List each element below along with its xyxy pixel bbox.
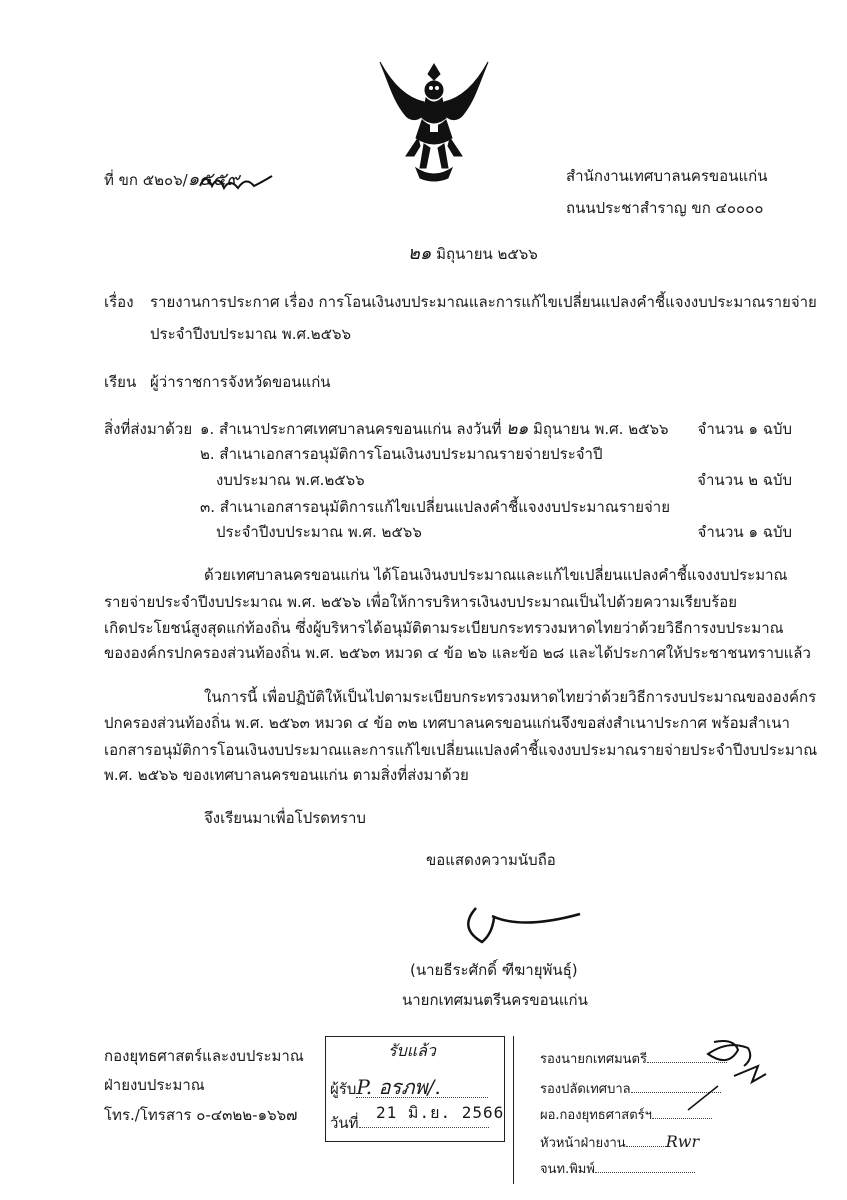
enclosure-3-count: จำนวน ๑ ฉบับ bbox=[697, 523, 792, 541]
routing-box bbox=[513, 1036, 786, 1184]
subject-label: เรื่อง bbox=[104, 293, 134, 311]
signature bbox=[456, 898, 586, 948]
routing-scribbles bbox=[674, 1036, 784, 1136]
signer-title: นายกเทศมนตรีนครขอนแก่น bbox=[402, 991, 588, 1009]
routing-row: รองปลัดเทศบาล bbox=[540, 1080, 721, 1100]
footer-department: กองยุทธศาสตร์และงบประมาณ bbox=[104, 1047, 304, 1065]
letter-date: ๒๑ มิถุนายน ๒๕๖๖ bbox=[408, 243, 538, 264]
signer-name: (นายธีระศักดิ์ ฑีฆายุพันธุ์) bbox=[410, 961, 578, 979]
routing-row: จนท.พิมพ์ bbox=[540, 1160, 695, 1180]
enclosure-3-line-1: ๓. สำเนาเอกสารอนุมัติการแก้ไขเปลี่ยนแปลงคำชี้แจงงบประมาณรายจ่าย bbox=[200, 498, 671, 516]
to-value: ผู้ว่าราชการจังหวัดขอนแก่น bbox=[150, 373, 331, 391]
receipt-date-stamp: 21 มิ.ย. 2566 bbox=[376, 1103, 505, 1122]
reference-scribble bbox=[192, 166, 282, 194]
enclosure-1-line-1: ๑. สำเนาประกาศเทศบาลนครขอนแก่น ลงวันที่ ๒๑ มิถุนายน พ.ศ. ๒๕๖๖ bbox=[200, 419, 669, 439]
paragraph-1-line-1: ด้วยเทศบาลนครขอนแก่น ได้โอนเงินงบประมาณและแก้ไขเปลี่ยนแปลงคำชี้แจงงบประมาณ bbox=[204, 566, 788, 584]
office-name: สำนักงานเทศบาลนครขอนแก่น bbox=[566, 167, 768, 185]
to-label: เรียน bbox=[104, 373, 137, 391]
receipt-stamp bbox=[325, 1036, 505, 1142]
receipt-title: รับแล้ว bbox=[388, 1041, 436, 1060]
paragraph-2-line-3: เอกสารอนุมัติการโอนเงินงบประมาณและการแก้ไขเปลี่ยนแปลงคำชี้แจงงบประมาณรายจ่ายประจำปีงบประมาณ bbox=[104, 741, 818, 759]
paragraph-1-line-3: เกิดประโยชน์สูงสุดแก่ท้องถิ่น ซึ่งผู้บริหารได้อนุมัติตามระเบียบกระทรวงมหาดไทยว่าด้วยวิธีการงบประมาณ bbox=[104, 619, 784, 637]
paragraph-2-line-4: พ.ศ. ๒๕๖๖ ของเทศบาลนครขอนแก่น ตามสิ่งที่ส่งมาด้วย bbox=[104, 766, 469, 784]
paragraph-3: จึงเรียนมาเพื่อโปรดทราบ bbox=[204, 809, 366, 827]
subject-line-2: ประจำปีงบประมาณ พ.ศ.๒๕๖๖ bbox=[150, 325, 352, 343]
date-day-handwritten: ๒๑ bbox=[408, 243, 432, 264]
reference-number: ที่ ขก ๕๒๐๖/๑๕๕๙ bbox=[104, 169, 240, 190]
enclosures-label: สิ่งที่ส่งมาด้วย bbox=[104, 420, 193, 438]
paragraph-1-line-4: ขององค์กรปกครองส่วนท้องถิ่น พ.ศ. ๒๕๖๓ หมวด ๔ ข้อ ๒๖ และข้อ ๒๘ และได้ประกาศให้ประชาชนทราบแล้ว bbox=[104, 644, 811, 662]
garuda-emblem bbox=[376, 58, 492, 184]
paragraph-2-line-1: ในการนี้ เพื่อปฏิบัติให้เป็นไปตามระเบียบกระทรวงมหาดไทยว่าด้วยวิธีการงบประมาณขององค์กร bbox=[204, 688, 817, 706]
paragraph-2-line-2: ปกครองส่วนท้องถิ่น พ.ศ. ๒๕๖๓ หมวด ๔ ข้อ ๓๒ เทศบาลนครขอนแก่นจึงขอส่งสำเนาประกาศ พร้อมสำเนา bbox=[104, 714, 790, 732]
enclosure-2-line-1: ๒. สำเนาเอกสารอนุมัติการโอนเงินงบประมาณรายจ่ายประจำปี bbox=[200, 445, 603, 463]
receipt-date: วันที่ bbox=[330, 1113, 489, 1133]
routing-row: หัวหน้าฝ่ายงาน Rwr bbox=[540, 1132, 700, 1151]
office-address: ถนนประชาสำราญ ขก ๔๐๐๐๐ bbox=[566, 199, 764, 217]
paragraph-1-line-2: รายจ่ายประจำปีงบประมาณ พ.ศ. ๒๕๖๖ เพื่อให้การบริหารเงินงบประมาณเป็นไปด้วยความเรียบร้อย bbox=[104, 593, 738, 611]
enclosure-2-count: จำนวน ๒ ฉบับ bbox=[697, 471, 792, 489]
routing-row: รองนายกเทศมนตรี bbox=[540, 1050, 727, 1070]
enclosure-1-count: จำนวน ๑ ฉบับ bbox=[697, 420, 792, 438]
closing-regards: ขอแสดงความนับถือ bbox=[426, 851, 556, 869]
subject-line-1: รายงานการประกาศ เรื่อง การโอนเงินงบประมาณและการแก้ไขเปลี่ยนแปลงคำชี้แจงงบประมาณรายจ่าย bbox=[150, 293, 817, 311]
footer-section: ฝ่ายงบประมาณ bbox=[104, 1076, 205, 1094]
enclosure-3-line-2: ประจำปีงบประมาณ พ.ศ. ๒๕๖๖ bbox=[216, 523, 422, 541]
receipt-receiver: ผู้รับP. อรภพ/. bbox=[330, 1077, 488, 1099]
footer-phone: โทร./โทรสาร ๐-๔๓๒๒-๑๖๖๗ bbox=[104, 1106, 298, 1124]
enclosure-2-line-2: งบประมาณ พ.ศ.๒๕๖๖ bbox=[216, 471, 365, 489]
routing-row: ผอ.กองยุทธศาสตร์ฯ bbox=[540, 1106, 712, 1126]
reference-handwritten: ๑๕๕๙ bbox=[187, 169, 240, 190]
